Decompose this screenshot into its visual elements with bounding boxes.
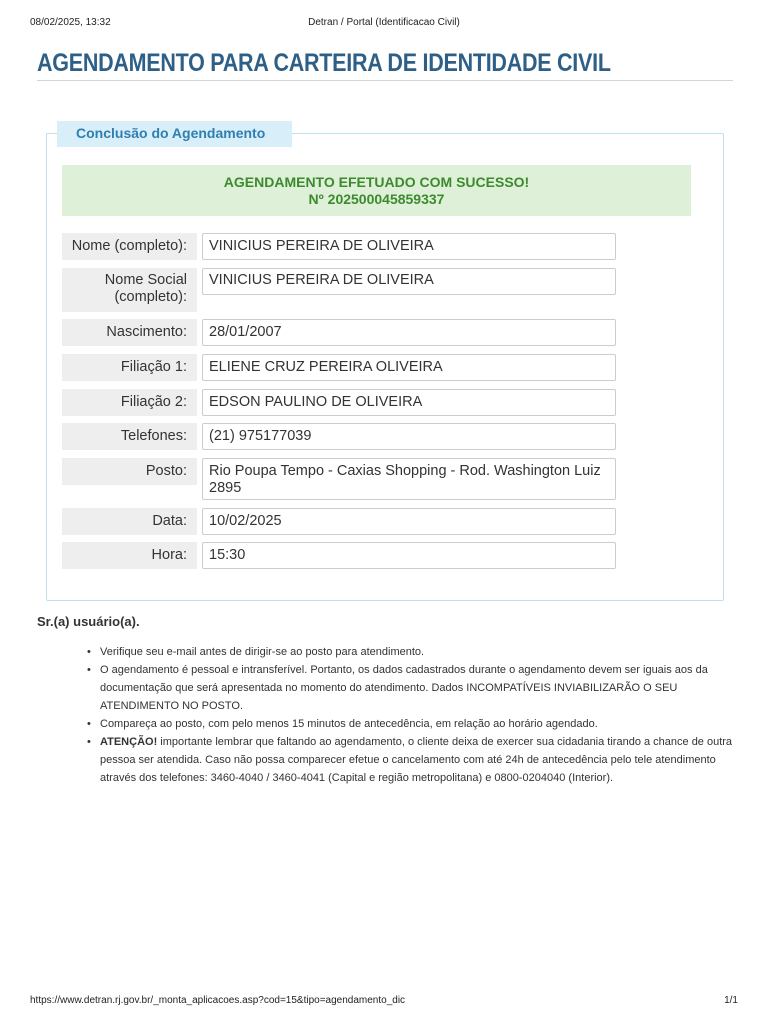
protocol-number: Nº 202500045859337 [308, 191, 445, 207]
field-value-data: 10/02/2025 [202, 508, 616, 535]
print-url: https://www.detran.rj.gov.br/_monta_aplicacoes.asp?cod=15&tipo=agendamento_dic [30, 995, 406, 1006]
field-value-posto: Rio Poupa Tempo - Caxias Shopping - Rod. Washington Luiz 2895 [202, 458, 616, 500]
field-label-posto: Posto: [62, 458, 197, 485]
field-value-nascimento: 28/01/2007 [202, 319, 616, 346]
success-alert [62, 165, 691, 216]
notice-item: • Verifique seu e-mail antes de dirigir-se ao posto para atendimento. [100, 643, 736, 661]
print-timestamp: 08/02/2025, 13:32 [30, 17, 111, 28]
field-label-filiacao-2: Filiação 2: [62, 389, 197, 416]
field-label-nascimento: Nascimento: [62, 319, 197, 346]
field-value-telefones: (21) 975177039 [202, 423, 616, 450]
notice-list [100, 643, 736, 787]
field-value-nome-social: VINICIUS PEREIRA DE OLIVEIRA [202, 268, 616, 295]
field-value-filiacao-2: EDSON PAULINO DE OLIVEIRA [202, 389, 616, 416]
field-label-hora: Hora: [62, 542, 197, 569]
field-value-filiacao-1: ELIENE CRUZ PEREIRA OLIVEIRA [202, 354, 616, 381]
notice-heading: Sr.(a) usuário(a). [37, 614, 140, 629]
print-footer [30, 995, 738, 1009]
notice-item: • O agendamento é pessoal e intransferível. Portanto, os dados cadastrados durante o agendamento devem ser iguais aos da documentação que será apresentada no momento do atendimento. Dados INCOMPATÍVEIS INVIABILIZARÃO O SEU ATENDIMENTO NO POSTO. [100, 661, 736, 715]
field-label-nome: Nome (completo): [62, 233, 197, 260]
field-label-data: Data: [62, 508, 197, 535]
notice-item-attention: • ATENÇÃO! importante lembrar que faltando ao agendamento, o cliente deixa de exercer sua cidadania tirando a chance de outra pessoa ser atendida. Caso não possa comparecer efetue o cancelamento com até 24h de antecedência pelo tele atendimento através dos telefones: 3460-4040 / 3460-4041 (Capital e região metropolitana) e 0800-0204040 (Interior). [100, 733, 736, 787]
print-document-title: Detran / Portal (Identificacao Civil) [308, 17, 460, 28]
field-label-nome-social: Nome Social (completo): [62, 268, 197, 312]
attention-label: ATENÇÃO! [100, 736, 158, 748]
field-value-hora: 15:30 [202, 542, 616, 569]
page-title: AGENDAMENTO PARA CARTEIRA DE IDENTIDADE CIVIL [37, 49, 611, 77]
field-label-filiacao-1: Filiação 1: [62, 354, 197, 381]
notice-item: • Compareça ao posto, com pelo menos 15 minutos de antecedência, em relação ao horário agendado. [100, 715, 736, 733]
success-message: AGENDAMENTO EFETUADO COM SUCESSO! [223, 174, 530, 190]
fieldset-legend: Conclusão do Agendamento [57, 121, 292, 147]
print-page-indicator: 1/1 [724, 995, 738, 1006]
print-header [30, 17, 738, 31]
field-value-nome: VINICIUS PEREIRA DE OLIVEIRA [202, 233, 616, 260]
field-label-telefones: Telefones: [62, 423, 197, 450]
title-divider [37, 80, 733, 81]
